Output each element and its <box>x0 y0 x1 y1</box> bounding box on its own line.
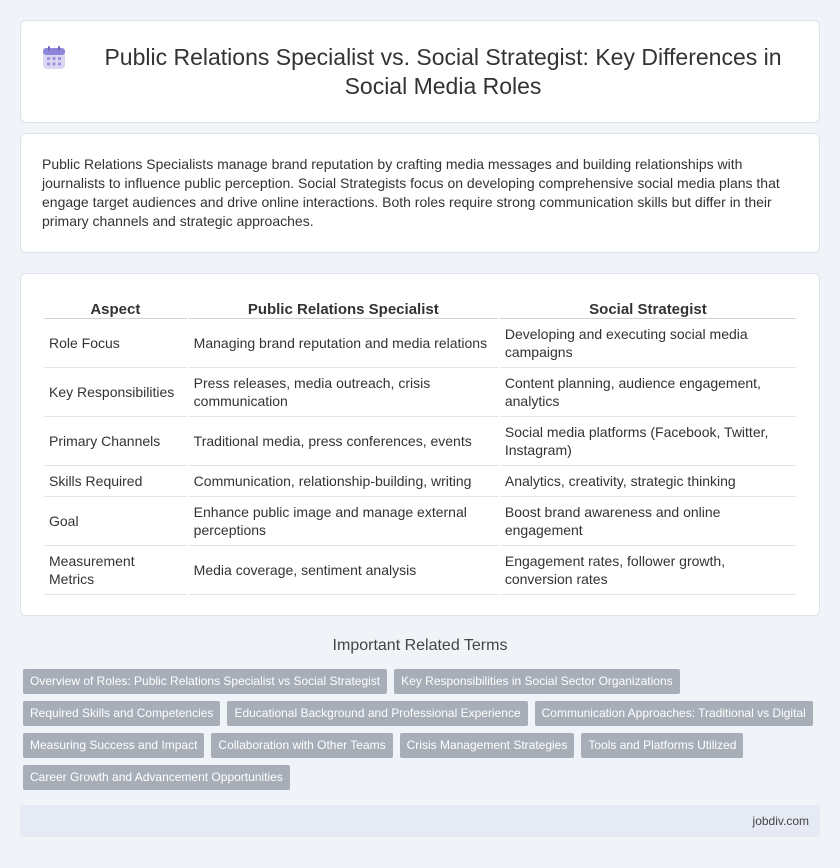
header-pr-specialist: Public Relations Specialist <box>189 296 498 319</box>
page-title: Public Relations Specialist vs. Social Strategist: Key Differences in Social Media Roles <box>104 43 782 99</box>
calendar-icon <box>41 45 67 71</box>
row-social-value: Boost brand awareness and online engagement <box>500 497 796 546</box>
row-pr-value: Managing brand reputation and media relations <box>189 319 498 368</box>
row-pr-value: Enhance public image and manage external perceptions <box>189 497 498 546</box>
related-term-tag[interactable]: Communication Approaches: Traditional vs Digital <box>535 701 813 726</box>
comparison-card <box>20 273 820 616</box>
row-aspect: Skills Required <box>44 466 187 497</box>
row-social-value: Analytics, creativity, strategic thinking <box>500 466 796 497</box>
related-term-tag[interactable]: Career Growth and Advancement Opportunities <box>23 765 290 790</box>
related-term-tag[interactable]: Educational Background and Professional Experience <box>227 701 527 726</box>
footer <box>20 805 820 837</box>
row-pr-value: Press releases, media outreach, crisis communication <box>189 368 498 417</box>
table-row <box>44 368 796 417</box>
table-row <box>44 546 796 595</box>
row-aspect: Goal <box>44 497 187 546</box>
related-term-tag[interactable]: Measuring Success and Impact <box>23 733 204 758</box>
footer-site-link[interactable]: jobdiv.com <box>752 814 809 828</box>
row-social-value: Social media platforms (Facebook, Twitter, Instagram) <box>500 417 796 466</box>
row-pr-value: Media coverage, sentiment analysis <box>189 546 498 595</box>
row-social-value: Engagement rates, follower growth, conversion rates <box>500 546 796 595</box>
table-row <box>44 466 796 497</box>
header-aspect: Aspect <box>44 296 187 319</box>
table-header-row <box>44 296 796 319</box>
related-term-tag[interactable]: Required Skills and Competencies <box>23 701 220 726</box>
row-aspect: Measurement Metrics <box>44 546 187 595</box>
title-card <box>20 20 820 123</box>
header-social-strategist: Social Strategist <box>500 296 796 319</box>
table-row <box>44 497 796 546</box>
comparison-table <box>42 296 798 595</box>
table-row <box>44 319 796 368</box>
row-pr-value: Communication, relationship-building, writing <box>189 466 498 497</box>
row-pr-value: Traditional media, press conferences, events <box>189 417 498 466</box>
row-aspect: Key Responsibilities <box>44 368 187 417</box>
related-terms-title: Important Related Terms <box>332 637 508 654</box>
related-term-tag[interactable]: Overview of Roles: Public Relations Specialist vs Social Strategist <box>23 669 387 694</box>
intro-card <box>20 133 820 253</box>
related-terms-list <box>23 669 823 797</box>
table-row <box>44 417 796 466</box>
row-aspect: Role Focus <box>44 319 187 368</box>
intro-text: Public Relations Specialists manage brand reputation by crafting media messages and building relationships with journalists to influence public perception. Social Strategists focus on developing comprehensive social media plans that engage target audiences and drive online interactions. Both roles require strong communication skills but differ in their primary channels and strategic approaches. <box>42 156 780 229</box>
related-term-tag[interactable]: Key Responsibilities in Social Sector Organizations <box>394 669 679 694</box>
row-aspect: Primary Channels <box>44 417 187 466</box>
related-term-tag[interactable]: Tools and Platforms Utilized <box>581 733 743 758</box>
related-term-tag[interactable]: Crisis Management Strategies <box>400 733 575 758</box>
row-social-value: Developing and executing social media campaigns <box>500 319 796 368</box>
row-social-value: Content planning, audience engagement, analytics <box>500 368 796 417</box>
related-term-tag[interactable]: Collaboration with Other Teams <box>211 733 392 758</box>
